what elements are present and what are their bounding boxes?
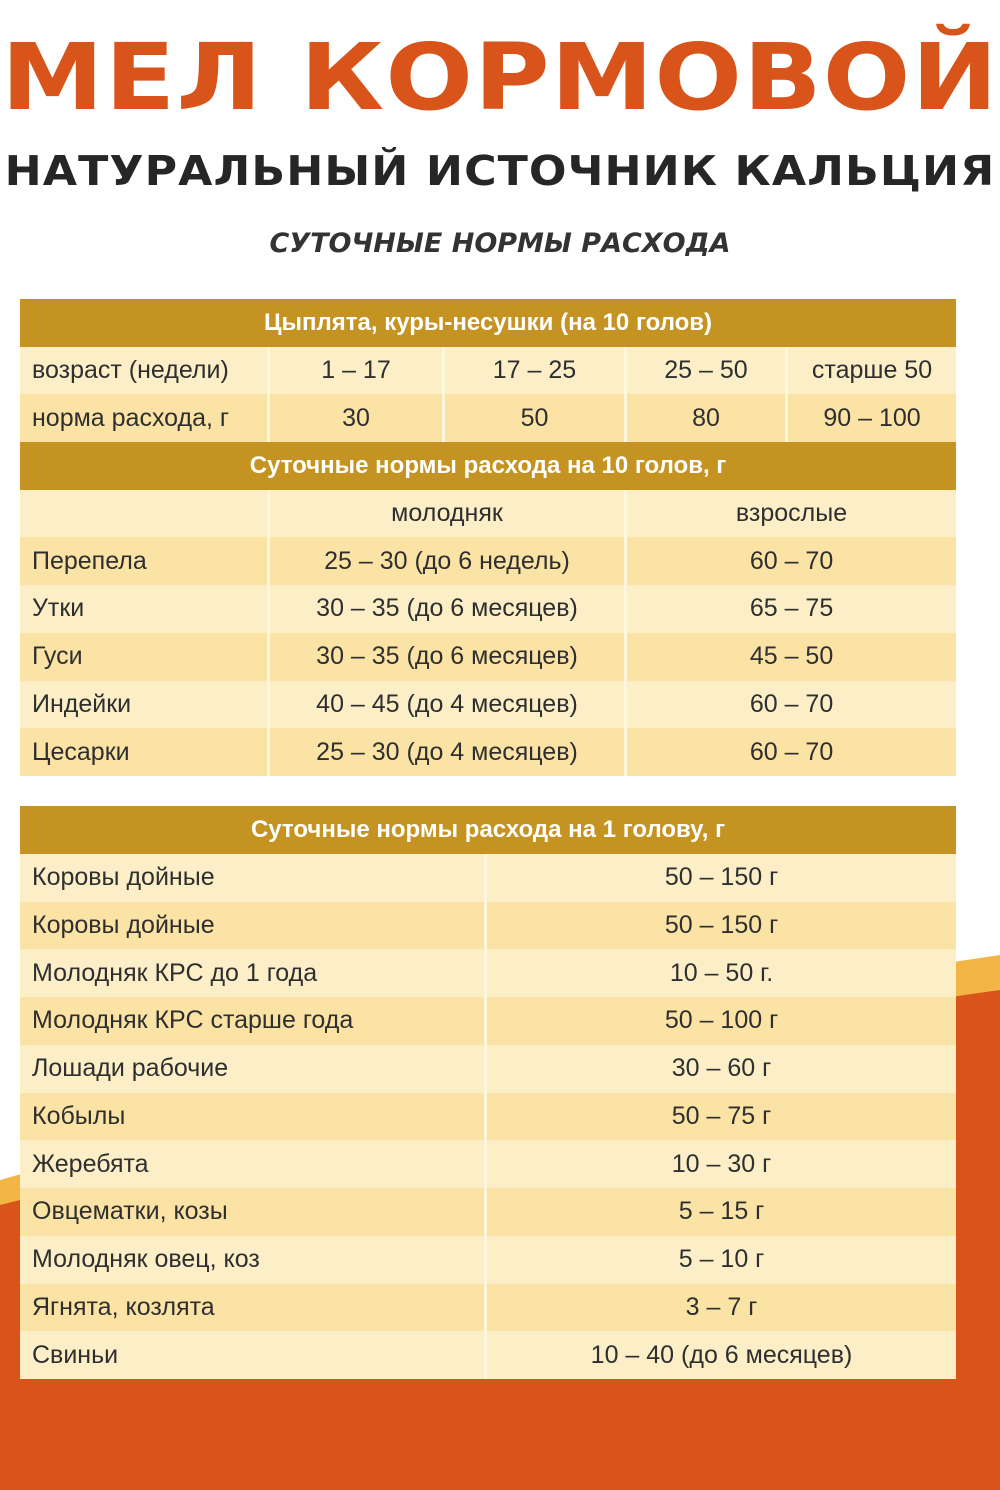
norm-cell: 80 [627, 394, 788, 442]
animal-name: Свиньи [20, 1331, 487, 1379]
col-young-header: молодняк [270, 490, 627, 538]
animal-value: 5 – 10 г [487, 1236, 956, 1284]
table-row [20, 1140, 956, 1188]
animal-value: 3 – 7 г [487, 1284, 956, 1332]
table-row [20, 1284, 956, 1332]
animal-name: Овцематки, козы [20, 1188, 487, 1236]
young-value: 25 – 30 (до 4 месяцев) [270, 728, 627, 776]
bird-name: Цесарки [20, 728, 270, 776]
table-row [20, 347, 956, 395]
bird-name: Утки [20, 585, 270, 633]
age-cell: 1 – 17 [270, 347, 445, 395]
animal-value: 10 – 50 г. [487, 949, 956, 997]
animal-name: Лошади рабочие [20, 1045, 487, 1093]
animal-value: 10 – 30 г [487, 1140, 956, 1188]
norm-cell: 50 [445, 394, 627, 442]
table-row [20, 442, 956, 490]
table-row [20, 394, 956, 442]
table-row [20, 902, 956, 950]
table-row [20, 806, 956, 854]
adult-value: 60 – 70 [627, 681, 956, 729]
norm-cell: 30 [270, 394, 445, 442]
bird-name: Индейки [20, 681, 270, 729]
bird-name: Перепела [20, 537, 270, 585]
table-row [20, 854, 956, 902]
poultry-title: Суточные нормы расхода на 10 голов, г [20, 442, 956, 490]
animal-name: Жеребята [20, 1140, 487, 1188]
animal-name: Ягнята, козлята [20, 1284, 487, 1332]
table-row [20, 1045, 956, 1093]
table-row [20, 1236, 956, 1284]
animal-name: Кобылы [20, 1093, 487, 1141]
table-row [20, 728, 956, 776]
livestock-title: Суточные нормы расхода на 1 голову, г [20, 806, 956, 854]
table-row [20, 633, 956, 681]
table-row [20, 1093, 956, 1141]
adult-value: 60 – 70 [627, 728, 956, 776]
animal-value: 30 – 60 г [487, 1045, 956, 1093]
young-value: 40 – 45 (до 4 месяцев) [270, 681, 627, 729]
age-label: возраст (недели) [20, 347, 270, 395]
animal-value: 50 – 100 г [487, 997, 956, 1045]
table-row [20, 1188, 956, 1236]
table-row [20, 490, 956, 538]
animal-value: 10 – 40 (до 6 месяцев) [487, 1331, 956, 1379]
animal-value: 50 – 150 г [487, 902, 956, 950]
table-row [20, 1331, 956, 1379]
young-value: 25 – 30 (до 6 недель) [270, 537, 627, 585]
page-title: МЕЛ КОРМОВОЙ [1, 24, 999, 131]
page-subtitle: НАТУРАЛЬНЫЙ ИСТОЧНИК КАЛЬЦИЯ [4, 147, 996, 195]
adult-value: 65 – 75 [627, 585, 956, 633]
empty-cell [20, 490, 270, 538]
animal-name: Молодняк овец, коз [20, 1236, 487, 1284]
poultry-norms-table [20, 299, 956, 776]
animal-name: Коровы дойные [20, 902, 487, 950]
adult-value: 60 – 70 [627, 537, 956, 585]
age-cell: 17 – 25 [445, 347, 627, 395]
adult-value: 45 – 50 [627, 633, 956, 681]
table-row [20, 949, 956, 997]
table-row [20, 299, 956, 347]
animal-name: Молодняк КРС старше года [20, 997, 487, 1045]
animal-value: 50 – 75 г [487, 1093, 956, 1141]
animal-value: 5 – 15 г [487, 1188, 956, 1236]
young-value: 30 – 35 (до 6 месяцев) [270, 633, 627, 681]
table-row [20, 585, 956, 633]
norms-heading: СУТОЧНЫЕ НОРМЫ РАСХОДА [269, 228, 731, 259]
livestock-norms-table [20, 806, 956, 1379]
chickens-title: Цыплята, куры-несушки (на 10 голов) [20, 299, 956, 347]
norm-label: норма расхода, г [20, 394, 270, 442]
animal-name: Молодняк КРС до 1 года [20, 949, 487, 997]
bird-name: Гуси [20, 633, 270, 681]
animal-value: 50 – 150 г [487, 854, 956, 902]
table-row [20, 681, 956, 729]
table-row [20, 997, 956, 1045]
table-row [20, 537, 956, 585]
col-adult-header: взрослые [627, 490, 956, 538]
age-cell: 25 – 50 [627, 347, 788, 395]
animal-name: Коровы дойные [20, 854, 487, 902]
young-value: 30 – 35 (до 6 месяцев) [270, 585, 627, 633]
age-cell: старше 50 [788, 347, 956, 395]
norm-cell: 90 – 100 [788, 394, 956, 442]
